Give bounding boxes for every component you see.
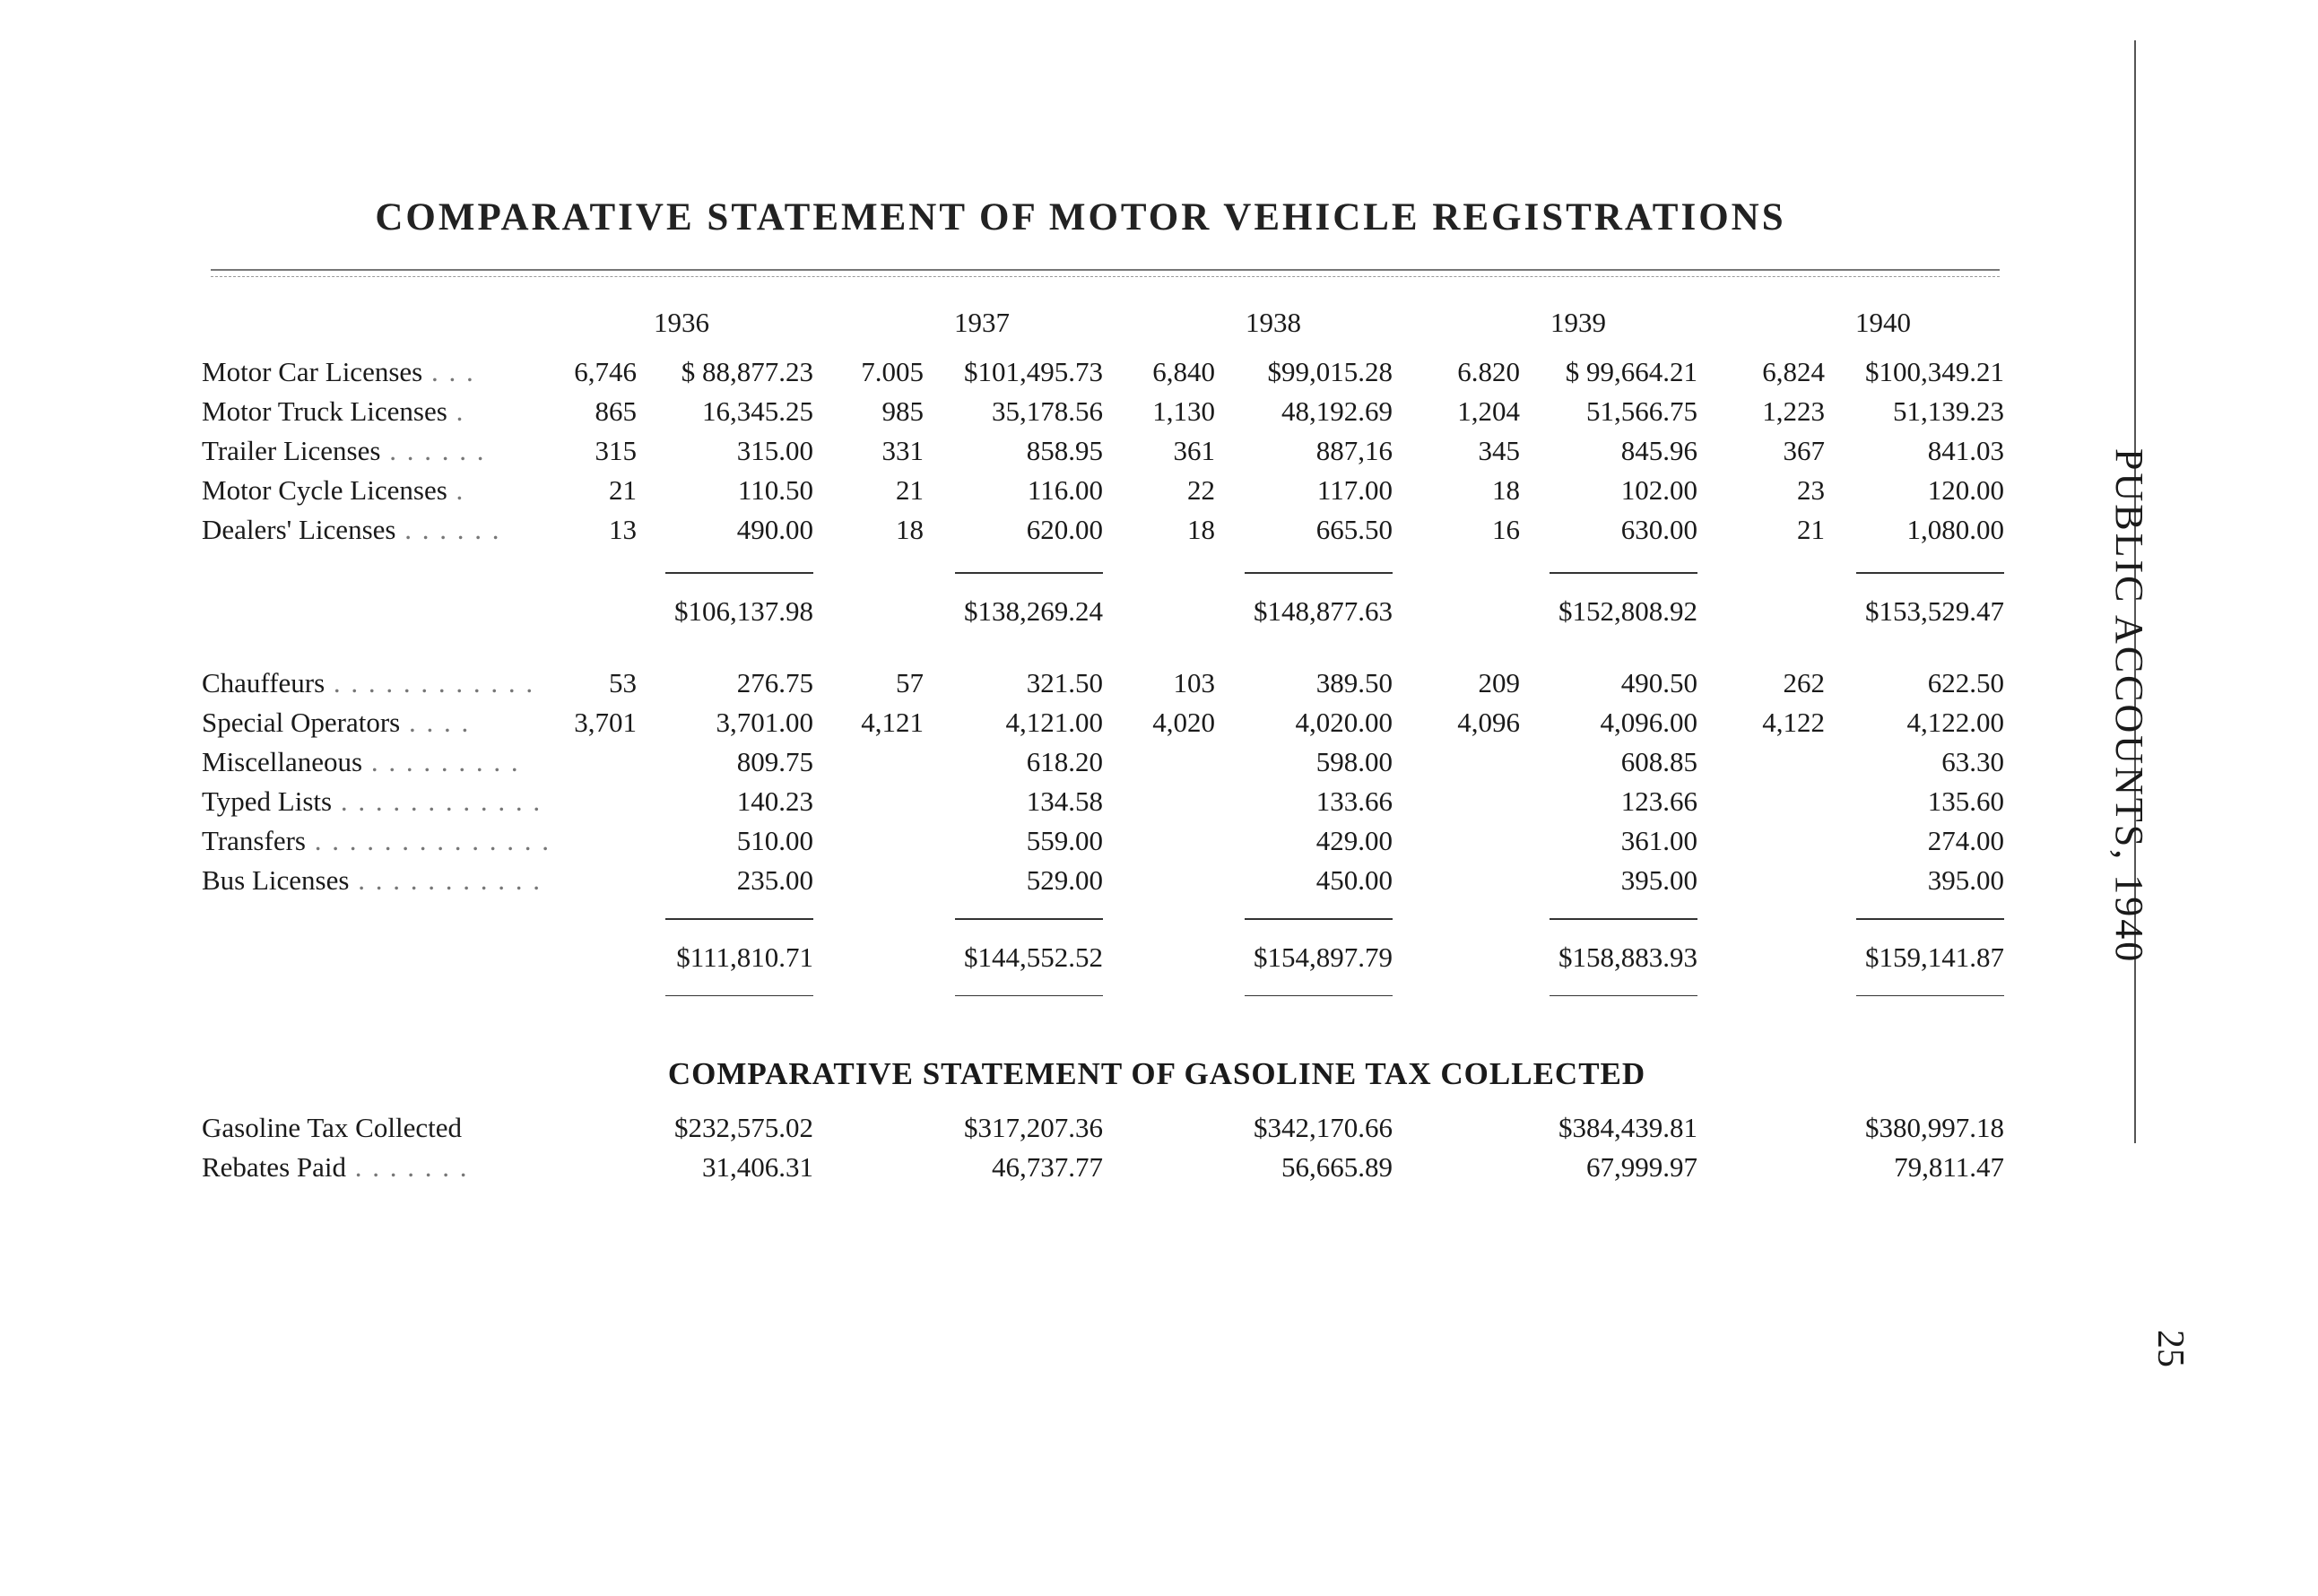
count-cell: 262	[1783, 667, 1825, 698]
year-header-1938: 1938	[1246, 307, 1301, 338]
count-cell: 1,204	[1457, 395, 1520, 427]
leader-dots: . . . .	[400, 707, 471, 738]
amount-cell: 16,345.25	[702, 395, 813, 427]
leader-dots: . . . . . . . . .	[362, 746, 520, 777]
row-label: Motor Cycle Licenses	[202, 474, 447, 506]
total-cell: $152,808.92	[1558, 595, 1697, 627]
amount-cell: 1,080.00	[1906, 514, 2004, 545]
amount-cell: 858.95	[1026, 435, 1103, 466]
amount-cell: $380,997.18	[1865, 1112, 2004, 1143]
count-cell: 865	[595, 395, 637, 427]
amount-cell: 4,096.00	[1600, 707, 1697, 738]
row-label: Bus Licenses	[202, 864, 350, 896]
amount-cell: 140.23	[736, 785, 813, 817]
table-row-motor-truck	[0, 395, 2062, 435]
count-cell: 21	[896, 474, 924, 506]
amount-cell: 79,811.47	[1894, 1151, 2004, 1183]
amount-cell: 4,122.00	[1906, 707, 2004, 738]
amount-cell: 630.00	[1620, 514, 1697, 545]
row-label: Special Operators	[202, 707, 401, 738]
count-cell: 315	[595, 435, 637, 466]
amount-cell: $232,575.02	[674, 1112, 813, 1143]
count-cell: 4,122	[1762, 707, 1825, 738]
count-cell: 57	[896, 667, 924, 698]
amount-cell: 276.75	[736, 667, 813, 698]
count-cell: 6,824	[1762, 356, 1825, 387]
amount-cell: 608.85	[1620, 746, 1697, 777]
count-cell: 103	[1173, 667, 1215, 698]
table-row-miscellaneous	[0, 746, 2062, 785]
amount-cell: 510.00	[736, 825, 813, 856]
grand-total-cell: $159,141.87	[1865, 941, 2004, 973]
amount-cell: 117.00	[1316, 474, 1393, 506]
leader-dots: . . .	[422, 356, 475, 387]
table-row-typed-lists	[0, 785, 2062, 825]
table-row-chauffeurs	[0, 667, 2062, 707]
amount-cell: 51,139.23	[1893, 395, 2004, 427]
count-cell: 21	[609, 474, 637, 506]
year-header-1937: 1937	[954, 307, 1010, 338]
amount-cell: 809.75	[736, 746, 813, 777]
row-label: Miscellaneous	[202, 746, 363, 777]
amount-cell: 315.00	[736, 435, 813, 466]
amount-cell: 395.00	[1927, 864, 2004, 896]
count-cell: 23	[1797, 474, 1825, 506]
leader-dots: . . . . . . . . . . . .	[332, 785, 543, 817]
double-rule	[955, 995, 1103, 996]
subtotal-rule	[955, 572, 1103, 574]
amount-cell: 321.50	[1026, 667, 1103, 698]
table-row-motor-car	[0, 356, 2062, 395]
row-label: Typed Lists	[202, 785, 333, 817]
leader-dots: . . . . . . .	[346, 1151, 469, 1183]
table-row-license-totals	[0, 595, 2062, 635]
amount-cell: 110.50	[737, 474, 813, 506]
count-cell: 1,223	[1762, 395, 1825, 427]
count-cell: 367	[1783, 435, 1825, 466]
amount-cell: $ 99,664.21	[1565, 356, 1697, 387]
amount-cell: 490.00	[736, 514, 813, 545]
amount-cell: 46,737.77	[992, 1151, 1103, 1183]
amount-cell: 3,701.00	[716, 707, 813, 738]
amount-cell: 559.00	[1026, 825, 1103, 856]
row-label: Transfers	[202, 825, 306, 856]
total-cell: $148,877.63	[1254, 595, 1393, 627]
table-row-dealers	[0, 514, 2062, 553]
table-row-transfers	[0, 825, 2062, 864]
leader-dots: .	[447, 395, 465, 427]
amount-cell: 235.00	[736, 864, 813, 896]
subtotal-rule	[665, 572, 813, 574]
amount-cell: 429.00	[1315, 825, 1393, 856]
year-header-1936: 1936	[654, 307, 709, 338]
amount-cell: 133.66	[1315, 785, 1393, 817]
amount-cell: $99,015.28	[1267, 356, 1393, 387]
running-head-text: PUBLIC ACCOUNTS, 1940	[2107, 448, 2151, 965]
amount-cell: 116.00	[1027, 474, 1103, 506]
row-label: Gasoline Tax Collected	[202, 1112, 462, 1143]
amount-cell: 490.50	[1620, 667, 1697, 698]
count-cell: 331	[881, 435, 924, 466]
amount-cell: $100,349.21	[1865, 356, 2004, 387]
amount-cell: 618.20	[1026, 746, 1103, 777]
amount-cell: 841.03	[1927, 435, 2004, 466]
row-label: Dealers' Licenses	[202, 514, 396, 545]
count-cell: 1,130	[1152, 395, 1215, 427]
table-row-trailer	[0, 435, 2062, 474]
total-rule	[1245, 918, 1393, 920]
subtotal-rule	[1245, 572, 1393, 574]
row-label: Motor Truck Licenses	[202, 395, 447, 427]
count-cell: 6,840	[1152, 356, 1215, 387]
total-rule	[1856, 918, 2004, 920]
double-rule	[665, 995, 813, 996]
amount-cell: $317,207.36	[964, 1112, 1103, 1143]
table-row-bus-licenses	[0, 864, 2062, 904]
leader-dots: . . . . . .	[395, 514, 501, 545]
amount-cell: 4,121.00	[1005, 707, 1103, 738]
count-cell: 345	[1478, 435, 1520, 466]
grand-total-cell: $111,810.71	[676, 941, 813, 973]
count-cell: 6,746	[574, 356, 637, 387]
page-title: COMPARATIVE STATEMENT OF MOTOR VEHICLE REGISTRATIONS	[375, 196, 1786, 239]
double-rule	[1245, 995, 1393, 996]
title-rule-dashed	[211, 276, 2000, 277]
double-rule	[1856, 995, 2004, 996]
count-cell: 985	[881, 395, 924, 427]
count-cell: 21	[1797, 514, 1825, 545]
count-cell: 18	[1492, 474, 1520, 506]
count-cell: 16	[1492, 514, 1520, 545]
count-cell: 53	[609, 667, 637, 698]
amount-cell: 56,665.89	[1281, 1151, 1393, 1183]
count-cell: 13	[609, 514, 637, 545]
amount-cell: 845.96	[1620, 435, 1697, 466]
amount-cell: 395.00	[1620, 864, 1697, 896]
page-number-text: 25	[2149, 1330, 2191, 1367]
amount-cell: 4,020.00	[1295, 707, 1393, 738]
amount-cell: 389.50	[1315, 667, 1393, 698]
subtotal-rule	[1856, 572, 2004, 574]
row-label: Rebates Paid	[202, 1151, 346, 1183]
row-label: Chauffeurs	[202, 667, 326, 698]
table-row-motor-cycle	[0, 474, 2062, 514]
amount-cell: 361.00	[1620, 825, 1697, 856]
count-cell: 3,701	[574, 707, 637, 738]
total-rule	[955, 918, 1103, 920]
total-cell: $138,269.24	[964, 595, 1103, 627]
amount-cell: 135.60	[1927, 785, 2004, 817]
count-cell: 22	[1187, 474, 1215, 506]
double-rule	[1550, 995, 1697, 996]
amount-cell: $384,439.81	[1558, 1112, 1697, 1143]
count-cell: 4,020	[1152, 707, 1215, 738]
leader-dots: . . . . . . . . . . . .	[325, 667, 535, 698]
table-row-gasoline-tax	[0, 1112, 2062, 1151]
amount-cell: 274.00	[1927, 825, 2004, 856]
amount-cell: 63.30	[1941, 746, 2004, 777]
amount-cell: 120.00	[1927, 474, 2004, 506]
table-row-rebates	[0, 1151, 2062, 1191]
row-label: Motor Car Licenses	[202, 356, 423, 387]
amount-cell: 665.50	[1315, 514, 1393, 545]
table-row-special-operators	[0, 707, 2062, 746]
amount-cell: $101,495.73	[964, 356, 1103, 387]
section-title-gasoline: COMPARATIVE STATEMENT OF GASOLINE TAX COLLECTED	[667, 1056, 1646, 1091]
leader-dots: . . . . . . . . . . .	[349, 864, 542, 896]
count-cell: 4,096	[1457, 707, 1520, 738]
page-number	[2143, 1327, 2197, 1381]
amount-cell: 887,16	[1315, 435, 1393, 466]
amount-cell: 598.00	[1315, 746, 1393, 777]
amount-cell: 102.00	[1620, 474, 1697, 506]
count-cell: 209	[1478, 667, 1520, 698]
amount-cell: 620.00	[1026, 514, 1103, 545]
count-cell: 4,121	[861, 707, 924, 738]
amount-cell: 529.00	[1026, 864, 1103, 896]
total-rule	[665, 918, 813, 920]
amount-cell: 123.66	[1620, 785, 1697, 817]
count-cell: 18	[896, 514, 924, 545]
amount-cell: $342,170.66	[1254, 1112, 1393, 1143]
year-header-1940: 1940	[1855, 307, 1911, 338]
amount-cell: 48,192.69	[1281, 395, 1393, 427]
leader-dots: .	[447, 474, 465, 506]
title-rule	[211, 269, 2000, 271]
leader-dots: . . . . . . . . . . . . . .	[305, 825, 551, 856]
row-label: Trailer Licenses	[202, 435, 381, 466]
amount-cell: 31,406.31	[702, 1151, 813, 1183]
count-cell: 361	[1173, 435, 1215, 466]
count-cell: 18	[1187, 514, 1215, 545]
count-cell: 7.005	[861, 356, 924, 387]
total-cell: $153,529.47	[1865, 595, 2004, 627]
amount-cell: 67,999.97	[1586, 1151, 1697, 1183]
total-cell: $106,137.98	[674, 595, 813, 627]
amount-cell: 622.50	[1927, 667, 2004, 698]
count-cell: 6.820	[1457, 356, 1520, 387]
grand-total-cell: $158,883.93	[1558, 941, 1697, 973]
amount-cell: 134.58	[1026, 785, 1103, 817]
table-row-grand-totals	[0, 941, 2062, 981]
year-header-1939: 1939	[1550, 307, 1606, 338]
amount-cell: 450.00	[1315, 864, 1393, 896]
subtotal-rule	[1550, 572, 1697, 574]
amount-cell: 51,566.75	[1586, 395, 1697, 427]
grand-total-cell: $144,552.52	[964, 941, 1103, 973]
total-rule	[1550, 918, 1697, 920]
amount-cell: 35,178.56	[992, 395, 1103, 427]
amount-cell: $ 88,877.23	[681, 356, 813, 387]
leader-dots: . . . . . .	[380, 435, 486, 466]
grand-total-cell: $154,897.79	[1254, 941, 1393, 973]
